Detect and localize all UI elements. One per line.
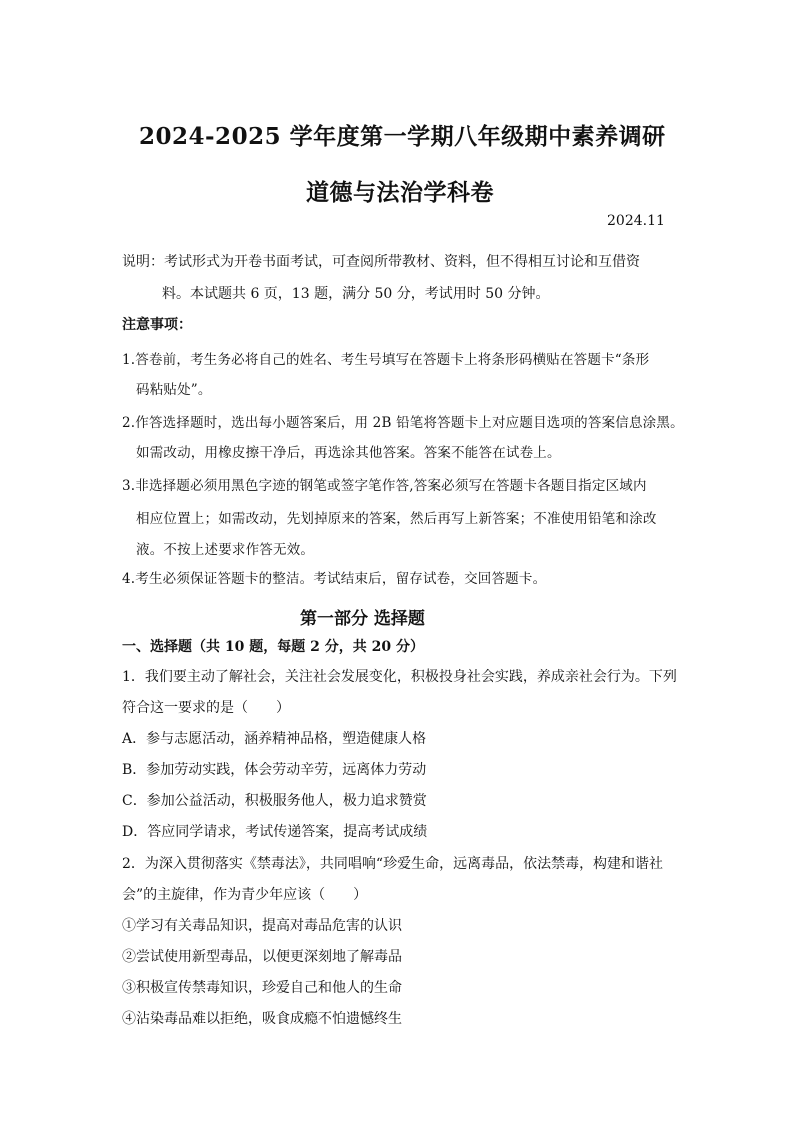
exam-subject-title: 道德与法治学科卷 [306, 179, 494, 206]
q2-option-1: ①学习有关毒品知识，提高对毒品危害的认识 [122, 918, 402, 934]
q2-option-3: ③积极宣传禁毒知识，珍爱自己和他人的生命 [122, 980, 402, 996]
q1-option-b: B．参加劳动实践，体会劳动辛劳，远离体力劳动 [122, 762, 427, 778]
q2-stem-line-1: 2．为深入贯彻落实《禁毒法》，共同唱响“珍爱生命，远离毒品，依法禁毒，构建和谐社 [122, 856, 664, 872]
note-1-line-1: 1.答卷前，考生务必将自己的姓名、考生号填写在答题卡上将条形码横贴在答题卡“条形 [122, 352, 650, 368]
q2-option-2: ②尝试使用新型毒品，以便更深刻地了解毒品 [122, 949, 402, 965]
q2-stem-line-2: 会”的主旋律，作为青少年应该（ ） [122, 887, 368, 903]
note-2-line-1: 2.作答选择题时，选出每小题答案后，用 2B 铅笔将答题卡上对应题目选项的答案信息涂黑。 [122, 415, 684, 431]
q1-option-d: D．答应同学请求，考试传递答案，提高考试成绩 [122, 824, 428, 840]
exam-title: 2024-2025 学年度第一学期八年级期中素养调研 [139, 123, 666, 150]
q1-stem-line-1: 1．我们要主动了解社会，关注社会发展变化，积极投身社会实践，养成亲社会行为。下列 [122, 669, 677, 685]
q1-option-a: A．参与志愿活动，涵养精神品格，塑造健康人格 [122, 731, 427, 747]
section-subheading: 一、选择题（共 10 题，每题 2 分，共 20 分） [122, 639, 424, 655]
note-3-line-2: 相应位置上；如需改动，先划掉原来的答案，然后再写上新答案；不准使用铅笔和涂改 [136, 511, 657, 527]
q2-option-4: ④沾染毒品难以拒绝，吸食成瘾不怕遗憾终生 [122, 1011, 402, 1027]
exam-date: 2024.11 [607, 213, 665, 229]
instructions-line-1: 说明：考试形式为开卷书面考试，可查阅所带教材、资料，但不得相互讨论和互借资 [122, 254, 640, 270]
notes-heading: 注意事项： [122, 317, 192, 333]
note-3-line-3: 液。不按上述要求作答无效。 [136, 542, 315, 558]
note-1-line-2: 码粘贴处”。 [136, 382, 212, 398]
note-2-line-2: 如需改动，用橡皮擦干净后，再选涂其他答案。答案不能答在试卷上。 [136, 445, 561, 461]
q1-option-c: C．参加公益活动，积极服务他人，极力追求赞赏 [122, 793, 427, 809]
note-4-line-1: 4.考生必须保证答题卡的整洁。考试结束后，留存试卷，交回答题卡。 [122, 571, 547, 587]
instructions-line-2: 料。本试题共 6 页，13 题，满分 50 分，考试用时 50 分钟。 [162, 286, 550, 302]
note-3-line-1: 3.非选择题必须用黑色字迹的钢笔或签字笔作答,答案必须写在答题卡各题目指定区域内 [122, 478, 647, 494]
part-heading: 第一部分 选择题 [300, 609, 425, 629]
q1-stem-line-2: 符合这一要求的是（ ） [122, 700, 290, 716]
